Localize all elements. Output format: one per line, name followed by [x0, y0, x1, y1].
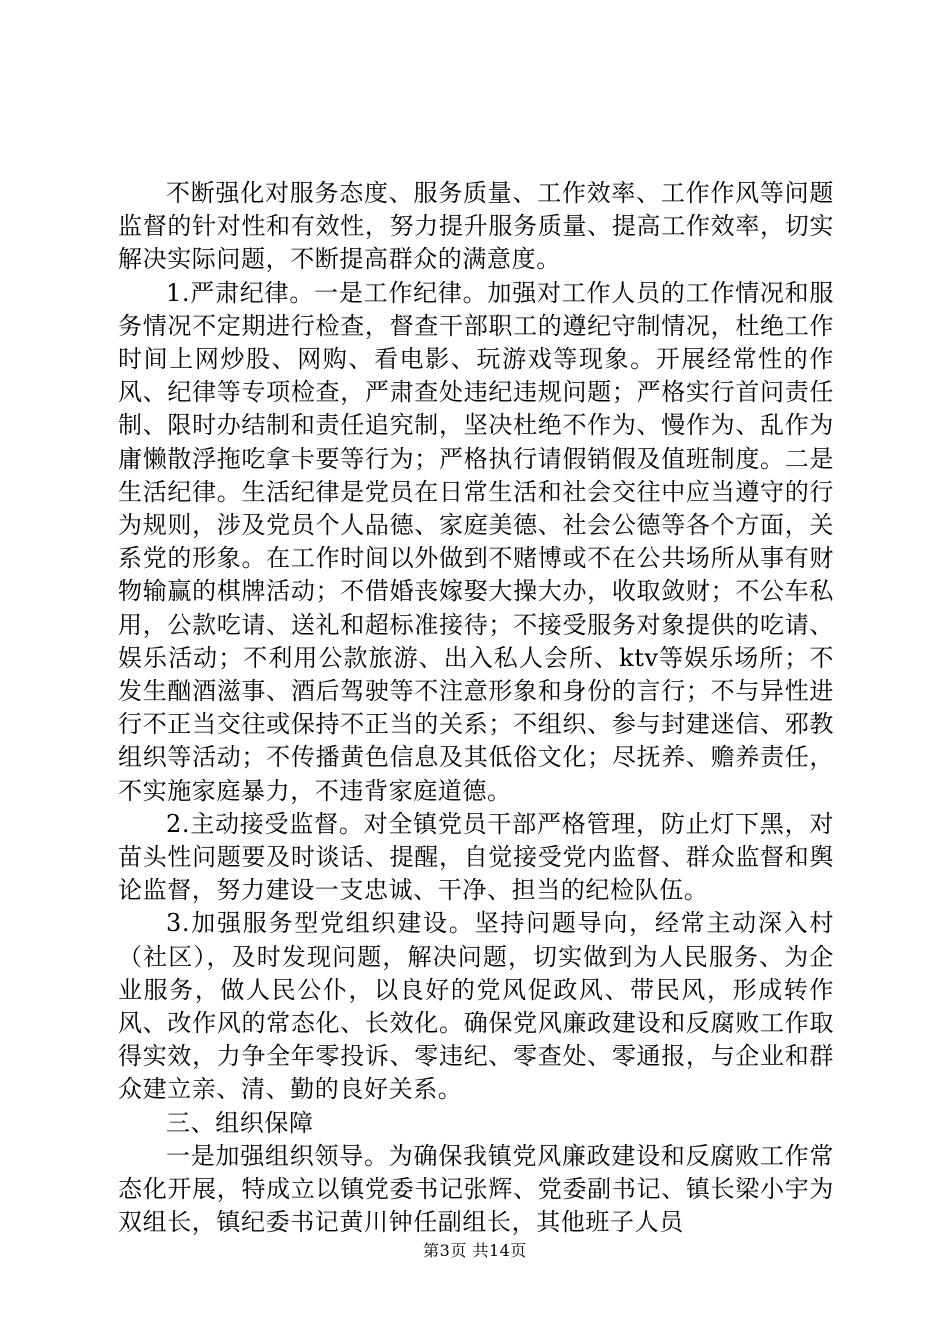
paragraph-discipline: 1.严肃纪律。一是工作纪律。加强对工作人员的工作情况和服务情况不定期进行检查，督查干部职工的遵纪守制情况，杜绝工作时间上网炒股、网购、看电影、玩游戏等现象。开展经常性的作风、纪律等专项检查，严肃查处违纪违规问题；严格实行首问责任制、限时办结制和责任追究制，坚决杜绝不作为、慢作为、乱作为庸懒散浮拖吃拿卡要等行为；严格执行请假销假及值班制度。二是生活纪律。生活纪律是党员在日常生活和社会交往中应当遵守的行为规则，涉及党员个人品德、家庭美德、社会公德等各个方面，关系党的形象。在工作时间以外做到不赌博或不在公共场所从事有财物输赢的棋牌活动；不借婚丧嫁娶大操大办，收取敛财；不公车私用，公款吃请、送礼和超标准接待；不接受服务对象提供的吃请、娱乐活动；不利用公款旅游、出入私人会所、ktv等娱乐场所；不发生酗酒滋事、酒后驾驶等不注意形象和身份的言行；不与异性进行不正当交往或保持不正当的关系；不组织、参与封建迷信、邪教组织等活动；不传播黄色信息及其低俗文化；尽抚养、赡养责任，不实施家庭暴力，不违背家庭道德。 [118, 278, 834, 805]
document-body [118, 177, 834, 1240]
paragraph-intro: 不断强化对服务态度、服务质量、工作效率、工作作风等问题监督的针对性和有效性，努力提升服务质量、提高工作效率，切实解决实际问题，不断提高群众的满意度。 [118, 179, 834, 274]
page-number-footer: 第3页 共14页 [423, 1241, 527, 1260]
paragraph-supervision: 2.主动接受监督。对全镇党员干部严格管理，防止灯下黑，对苗头性问题要及时谈话、提醒，自觉接受党内监督、群众监督和舆论监督，努力建设一支忠诚、干净、担当的纪检队伍。 [118, 809, 834, 905]
section-heading-organization: 三、组织保障 [166, 1108, 314, 1137]
paragraph-service-party: 3.加强服务型党组织建设。坚持问题导向，经常主动深入村（社区），及时发现问题，解决问题，切实做到为人民服务、为企业服务，做人民公仆，以良好的党风促政风、带民风，形成转作风、改作风的常态化、长效化。确保党风廉政建设和反腐败工作取得实效，力争全年零投诉、零违纪、零查处、零通报，与企业和群众建立亲、清、勤的良好关系。 [118, 909, 834, 1104]
paragraph-leadership: 一是加强组织领导。为确保我镇党风廉政建设和反腐败工作常态化开展，特成立以镇党委书记张辉、党委副书记、镇长梁小宇为双组长，镇纪委书记黄川钟任副组长，其他班子人员 [118, 1141, 834, 1237]
